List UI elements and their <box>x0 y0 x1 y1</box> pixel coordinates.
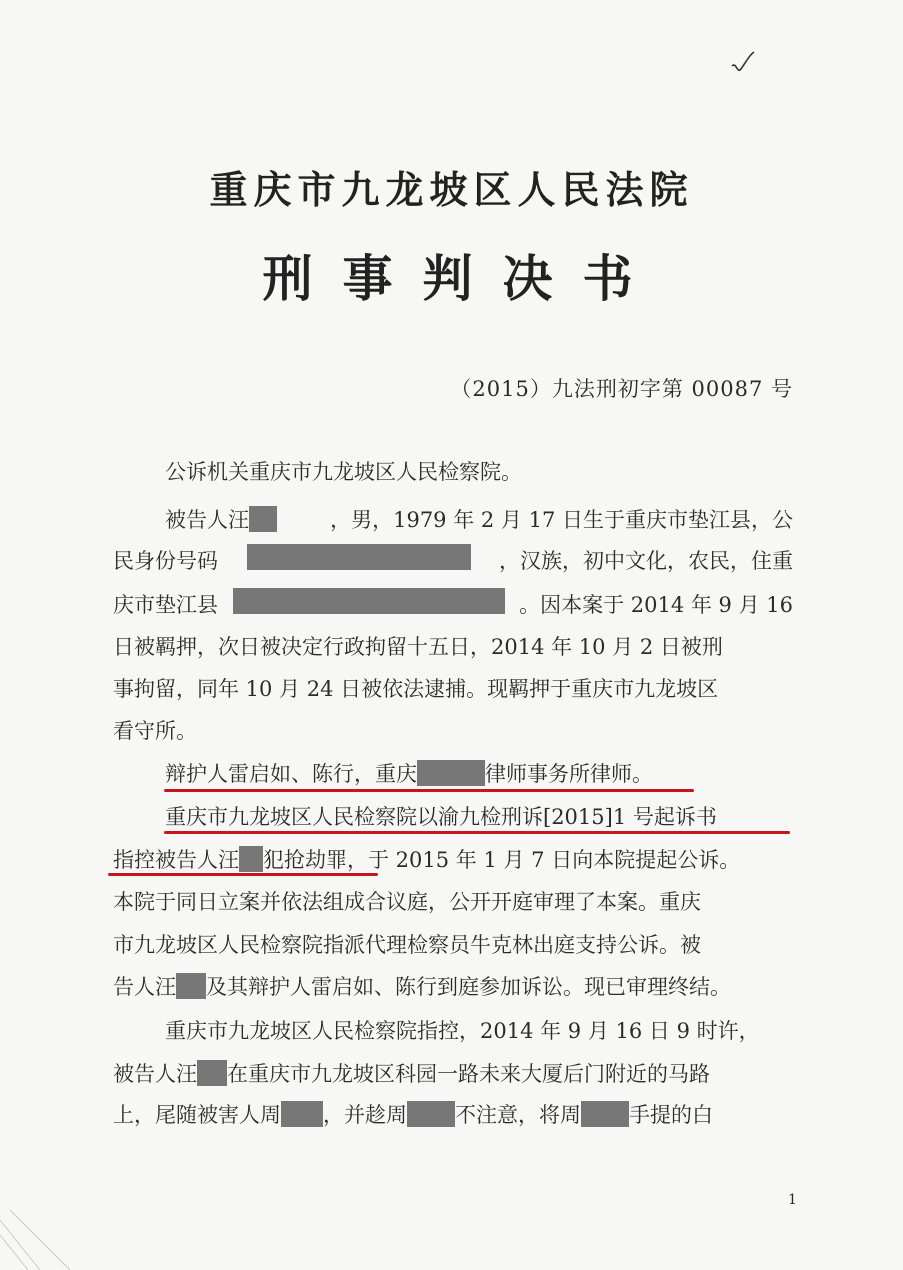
redaction-block <box>249 506 277 532</box>
redaction-block <box>233 588 505 614</box>
trial-line-3: 告人汪 及其辩护人雷启如、陈行到庭参加诉讼。现已审理终结。 <box>113 975 731 999</box>
scan-edge-lines <box>0 1210 80 1270</box>
redaction-block <box>197 1060 227 1086</box>
redaction-block <box>407 1101 455 1127</box>
case-number: （2015）九法刑初字第 00087 号 <box>450 377 793 401</box>
redaction-block <box>176 973 206 999</box>
defendant-line-2: 民身份号码 ，汉族，初中文化，农民，住重 <box>113 544 793 578</box>
red-underline <box>108 873 378 876</box>
defender-line: 辩护人雷启如、陈行，重庆 律师事务所律师。 <box>165 762 653 786</box>
prosecutor-line: 公诉机关重庆市九龙坡区人民检察院。 <box>165 460 522 484</box>
redaction-block <box>281 1101 323 1127</box>
defendant-line-3: 庆市垫江县 。因本案于 2014 年 9 月 16 <box>113 588 793 622</box>
defendant-line-4: 日被羁押，次日被决定行政拘留十五日，2014 年 10 月 2 日被刑 <box>113 635 723 659</box>
redaction-block <box>581 1101 629 1127</box>
indictment-line-2: 指控被告人汪 犯抢劫罪，于 2015 年 1 月 7 日向本院提起公诉。 <box>113 848 741 872</box>
redaction-block <box>417 760 485 786</box>
defendant-line-6: 看守所。 <box>113 719 197 743</box>
check-mark-icon <box>728 48 758 78</box>
charge-line-3: 上，尾随被害人周 ，并趁周 不注意，将周 手提的白 <box>113 1103 713 1127</box>
charge-line-2: 被告人汪 在重庆市九龙坡区科园一路未来大厦后门附近的马路 <box>113 1062 710 1086</box>
trial-line-1: 本院于同日立案并依法组成合议庭，公开开庭审理了本案。重庆 <box>113 890 701 914</box>
redaction-block <box>247 544 471 570</box>
trial-line-2: 市九龙坡区人民检察院指派代理检察员牛克林出庭支持公诉。被 <box>113 933 701 957</box>
charge-line-1: 重庆市九龙坡区人民检察院指控，2014 年 9 月 16 日 9 时许， <box>165 1019 760 1043</box>
page-number: 1 <box>788 1192 797 1208</box>
red-underline <box>164 831 790 834</box>
red-underline <box>164 789 694 792</box>
defendant-line-5: 事拘留，同年 10 月 24 日被依法逮捕。现羁押于重庆市九龙坡区 <box>113 677 719 701</box>
indictment-line-1: 重庆市九龙坡区人民检察院以渝九检刑诉[2015]1 号起诉书 <box>165 805 717 829</box>
redaction-block <box>239 846 263 872</box>
court-title: 重庆市九龙坡区人民法院 <box>209 167 694 212</box>
document-type-title: 刑事判决书 <box>262 249 663 308</box>
defendant-line-1: 被告人汪 ，男，1979 年 2 月 17 日生于重庆市垫江县，公 <box>165 508 793 532</box>
